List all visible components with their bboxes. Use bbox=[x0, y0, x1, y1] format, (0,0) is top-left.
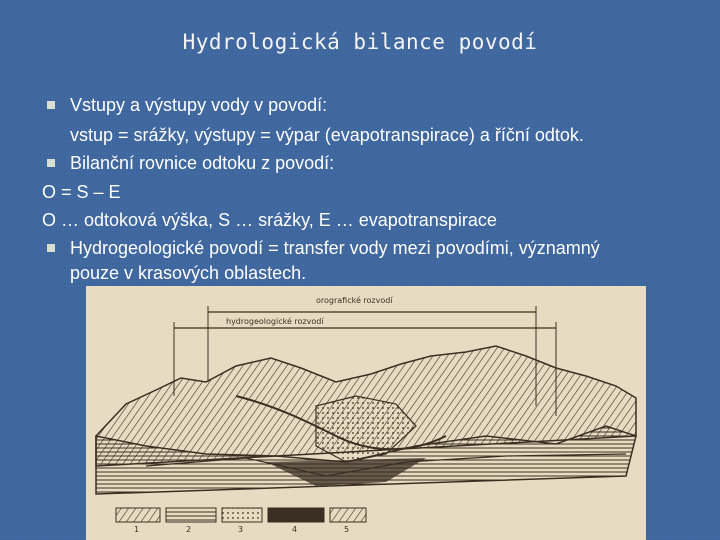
legend-label-3: 3 bbox=[238, 525, 244, 534]
legend-label-5: 5 bbox=[344, 525, 350, 534]
watershed-block-diagram bbox=[86, 286, 646, 540]
text-line-1: Vstupy a výstupy vody v povodí: bbox=[70, 95, 328, 115]
bullet-marker-3 bbox=[47, 244, 55, 252]
text-line-5: O … odtoková výška, S … srážky, E … evapotranspirace bbox=[42, 210, 497, 230]
legend-label-2: 2 bbox=[186, 525, 192, 534]
legend-label-4: 4 bbox=[292, 525, 298, 534]
hydrogeologic-divide-label: hydrogeologické rozvodí bbox=[226, 317, 324, 326]
slide-title: Hydrologická bilance povodí bbox=[182, 30, 538, 54]
text-line-3: Bilanční rovnice odtoku z povodí: bbox=[70, 153, 335, 173]
text-line-7: pouze v krasových oblastech. bbox=[70, 263, 307, 283]
orographic-divide-label: orografické rozvodí bbox=[316, 296, 393, 305]
bullet-marker-1 bbox=[47, 101, 55, 109]
equation-line: O = S – E bbox=[42, 182, 121, 202]
text-line-2: vstup = srážky, výstupy = výpar (evapotranspirace) a říční odtok. bbox=[70, 125, 584, 145]
legend-label-1: 1 bbox=[134, 525, 140, 534]
legend bbox=[116, 508, 366, 534]
text-line-6: Hydrogeologické povodí = transfer vody mezi povodími, významný bbox=[70, 238, 600, 258]
bullet-marker-2 bbox=[47, 159, 55, 167]
